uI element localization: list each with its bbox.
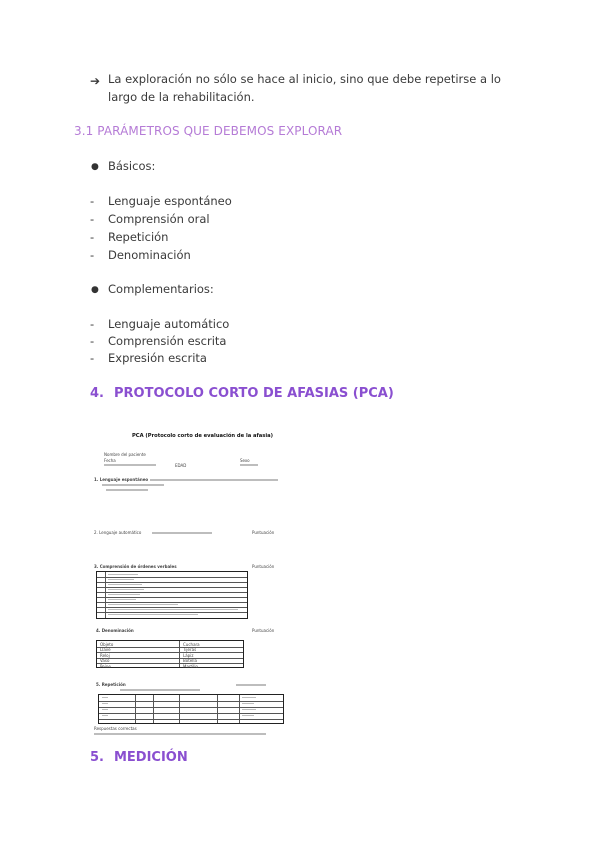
dash-icon: - — [90, 230, 95, 244]
pca-cell: Llave — [100, 647, 111, 652]
dash-icon: - — [90, 248, 95, 262]
pca-item-1: 1. Lenguaje espontáneo — [94, 477, 149, 482]
dash-icon: - — [90, 334, 95, 348]
pca-field-label: Sexo — [240, 458, 250, 463]
list-item: Denominación — [108, 248, 191, 262]
pca-cell: Botella — [183, 658, 197, 663]
pca-cell: Tijeras — [183, 647, 197, 652]
section-5-number: 5. — [90, 750, 104, 765]
pca-protocol-image — [90, 428, 290, 740]
pca-cell: Cuchara — [183, 641, 200, 647]
pca-field-label: Nombre del paciente — [104, 452, 146, 457]
pca-footer: Respuestas correctas — [94, 726, 137, 731]
dash-icon: - — [90, 194, 95, 208]
pca-item-2: 2. Lenguaje automático — [94, 530, 142, 535]
section-4-heading — [90, 386, 394, 401]
basicos-label: Básicos: — [108, 159, 156, 173]
dash-icon: - — [90, 351, 95, 365]
pca-score-label: Puntuación — [252, 628, 275, 633]
list-item: Lenguaje espontáneo — [108, 194, 232, 208]
pca-cell: Reloj — [100, 652, 110, 658]
pca-cell: Martillo — [183, 663, 198, 669]
pca-score-label: Puntuación — [252, 564, 275, 569]
pca-denominacion-table — [96, 640, 244, 668]
pca-item-3: 3. Comprensión de órdenes verbales — [94, 564, 177, 569]
pca-cell: Objeto — [100, 641, 114, 647]
dash-icon: - — [90, 317, 95, 331]
pca-repeticion-table — [98, 694, 284, 724]
bullet-dot-icon: ● — [91, 285, 99, 295]
pca-field-label: EDAD — [175, 463, 187, 468]
pca-orders-table — [96, 571, 248, 619]
list-item: Expresión escrita — [108, 351, 207, 365]
pca-field-label: Fecha — [104, 458, 116, 463]
list-item: Repetición — [108, 230, 169, 244]
pca-item-5: 5. Repetición — [96, 682, 126, 687]
list-item: Comprensión escrita — [108, 334, 227, 348]
pca-score-label: Puntuación — [252, 530, 275, 535]
section-4-number: 4. — [90, 386, 104, 401]
intro-paragraph: La exploración no sólo se hace al inicio, sino que debe repetirse a lo largo de la rehabilitación. — [108, 72, 501, 104]
pca-cell: Peine — [100, 663, 111, 669]
section-3-1-heading: 3.1 PARÁMETROS QUE DEBEMOS EXPLORAR — [74, 124, 343, 138]
list-item: Comprensión oral — [108, 212, 210, 226]
dash-icon: - — [90, 212, 95, 226]
pca-cell: Vaso — [100, 658, 110, 663]
pca-cell: Lápiz — [183, 652, 194, 658]
pca-title: PCA (Protocolo corto de evaluación de la afasia) — [132, 433, 274, 439]
complementarios-label: Complementarios: — [108, 282, 214, 296]
pca-item-4: 4. Denominación — [96, 628, 134, 633]
arrow-bullet-icon: ➔ — [90, 74, 101, 88]
section-5-heading — [90, 750, 188, 765]
bullet-dot-icon: ● — [91, 162, 99, 172]
section-4-title: PROTOCOLO CORTO DE AFASIAS (PCA) — [113, 386, 394, 401]
section-5-title: MEDICIÓN — [113, 750, 188, 765]
list-item: Lenguaje automático — [108, 317, 230, 331]
